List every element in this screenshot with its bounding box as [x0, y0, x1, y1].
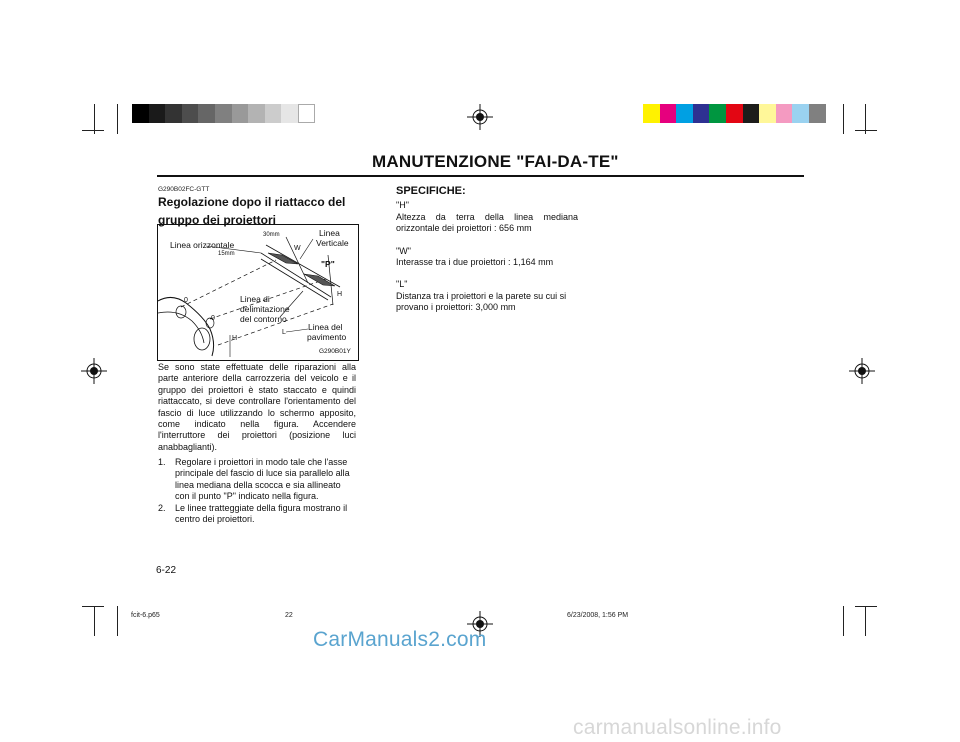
section-title: Regolazione dopo il riattacco del gruppo dei proiettori: [158, 195, 346, 227]
label-cutoff-line-3: del contorno: [240, 314, 287, 324]
calibration-swatch: [165, 104, 182, 123]
list-item: [158, 457, 356, 503]
calibration-swatch: [643, 104, 660, 123]
calibration-swatch: [676, 104, 693, 123]
spec-key: "H": [396, 200, 409, 211]
list-item: [158, 503, 356, 526]
calibration-swatch: [743, 104, 760, 123]
registration-target-icon: [81, 358, 107, 384]
list-item-number: 1.: [158, 457, 166, 467]
body-paragraph: Se sono state effettuate delle riparazioni alla parte anteriore della carrozzeria del veicolo e il gruppo dei proiettori è stato staccato e quindi riattaccato, si deve controllare l'orientamento del fascio di luce utilizzando lo schermo apposito, come indicato nella figura. Accendere l'interruttore dei proiettori (posizione luci anabbaglianti).: [158, 362, 356, 452]
page-header-title: MANUTENZIONE "FAI-DA-TE": [372, 152, 619, 171]
registration-target-icon: [467, 104, 493, 130]
label-floor-line-1: Linea del: [308, 322, 343, 332]
registration-target-icon: [849, 358, 875, 384]
spec-description: Distanza tra i proiettori e la parete su cui si provano i proiettori: 3,000 mm: [396, 290, 567, 313]
footer-filename: fcit-6.p65: [131, 612, 160, 619]
spec-description: Altezza da terra della linea mediana orizzontale dei proiettori : 656 mm: [396, 211, 578, 234]
calibration-swatch: [265, 104, 282, 123]
label-vertical-line-2: Verticale: [316, 238, 349, 248]
header-divider: [157, 175, 804, 177]
calibration-swatch: [693, 104, 710, 123]
calibration-swatch: [198, 104, 215, 123]
calibration-swatch: [792, 104, 809, 123]
spec-entry-w: [396, 246, 578, 269]
list-item-text: Le linee tratteggiate della figura mostrano il centro dei proiettori.: [175, 502, 348, 525]
spec-key: "W": [396, 245, 411, 256]
calibration-swatch: [726, 104, 743, 123]
label-w: W: [294, 245, 301, 252]
label-cutoff-line-1: Linea di: [240, 294, 270, 304]
calibration-swatch: [132, 104, 149, 123]
footer-page: 22: [285, 612, 293, 619]
label-vertical-line-1: Linea: [319, 228, 340, 238]
calibration-swatch: [281, 104, 298, 123]
label-h-right: H: [337, 291, 343, 298]
label-horizontal-line: Linea orizzontale: [170, 240, 235, 250]
calibration-swatch: [660, 104, 677, 123]
calibration-swatch: [298, 104, 315, 123]
calibration-swatch: [776, 104, 793, 123]
list-item-text: Regolare i proiettori in modo tale che l'asse principale del fascio di luce sia parallelo alla linea mediana della scocca e sia allineato con il punto "P" indicato nella figura.: [175, 457, 350, 502]
label-cutoff-line-2: delimitazione: [240, 304, 290, 314]
calibration-swatch: [809, 104, 826, 123]
label-l: L: [282, 329, 286, 336]
section-code: G290B02FC-GTT: [158, 186, 210, 193]
label-30mm: 30mm: [263, 232, 280, 238]
calibration-swatch: [182, 104, 199, 123]
list-item-number: 2.: [158, 502, 166, 513]
specifications-section: [396, 186, 578, 325]
spec-key: "L": [396, 279, 408, 290]
watermark-bottom: carmanualsonline.info: [573, 716, 782, 739]
spec-description: Interasse tra i due proiettori : 1,164 mm: [396, 257, 554, 268]
spec-entry-h: [396, 200, 578, 234]
calibration-swatch: [759, 104, 776, 123]
calibration-swatch: [232, 104, 249, 123]
label-h-left: H: [232, 335, 238, 342]
calibration-swatch: [248, 104, 265, 123]
headlight-aiming-figure: [157, 224, 359, 361]
calibration-swatch: [709, 104, 726, 123]
spec-entry-l: [396, 279, 578, 313]
page-number: 6-22: [156, 565, 177, 576]
footer-date: 6/23/2008, 1:56 PM: [567, 612, 629, 619]
label-15mm: 15mm: [218, 251, 235, 257]
label-zero-1: 0: [184, 297, 188, 304]
label-point-p: "P": [321, 259, 335, 269]
instruction-list: [158, 457, 356, 525]
calibration-swatch: [149, 104, 166, 123]
calibration-swatch: [215, 104, 232, 123]
watermark-top[interactable]: CarManuals2.com: [313, 628, 487, 651]
label-floor-line-2: pavimento: [307, 332, 347, 342]
specifications-title: SPECIFICHE:: [396, 185, 466, 197]
label-zero-2: 0: [211, 315, 215, 322]
figure-code: G290B01Y: [319, 348, 351, 355]
